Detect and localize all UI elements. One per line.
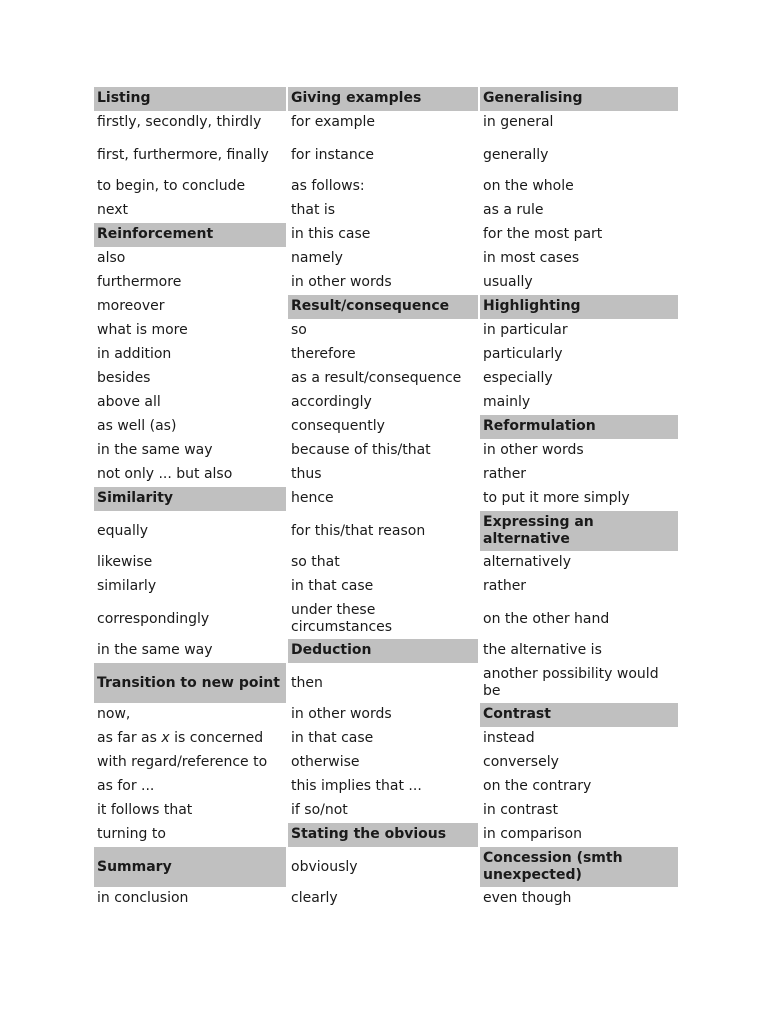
linking-phrase (94, 439, 286, 463)
cell-text: Stating the obvious (291, 826, 447, 842)
table-row (94, 199, 678, 223)
linking-phrase (94, 463, 286, 487)
cell-text: now, (97, 706, 131, 722)
cell-text: first, furthermore, finally (97, 146, 269, 163)
table-row (94, 87, 678, 111)
linking-phrase (480, 343, 678, 367)
linking-phrase (288, 391, 478, 415)
cell-text: in contrast (483, 802, 558, 818)
linking-phrase (480, 319, 678, 343)
cell-text: Listing (97, 90, 151, 106)
cell-text: particularly (483, 346, 563, 362)
cell-text: namely (291, 250, 343, 266)
cell-text-italic: x (161, 730, 170, 746)
cell-text: next (97, 202, 129, 218)
cell-text: in comparison (483, 826, 582, 842)
category-heading (480, 511, 678, 551)
cell-text: Generalising (483, 90, 583, 106)
cell-text: usually (483, 274, 533, 290)
linking-phrase (288, 199, 478, 223)
linking-phrase (94, 799, 286, 823)
cell-text: as far as (97, 730, 157, 746)
linking-phrase (288, 463, 478, 487)
cell-text: on the other hand (483, 610, 610, 627)
linking-phrase (288, 703, 478, 727)
linking-phrase (288, 663, 478, 703)
cell-text: accordingly (291, 394, 372, 410)
linking-phrase (94, 343, 286, 367)
linking-phrase (480, 639, 678, 663)
linking-phrase (288, 223, 478, 247)
linking-phrase (480, 751, 678, 775)
linking-phrase (288, 175, 478, 199)
linking-phrase (480, 823, 678, 847)
linking-phrase (480, 199, 678, 223)
linking-phrase (288, 319, 478, 343)
cell-text: because of this/that (291, 442, 431, 458)
linking-phrase (94, 823, 286, 847)
table-row (94, 391, 678, 415)
linking-phrase (480, 551, 678, 575)
table-row (94, 175, 678, 199)
linking-phrase (94, 575, 286, 599)
table-row (94, 727, 678, 751)
linking-phrase (288, 343, 478, 367)
linking-phrase (480, 271, 678, 295)
category-heading (288, 295, 478, 319)
linking-phrase (480, 391, 678, 415)
linking-phrase (94, 295, 286, 319)
linking-phrase (480, 175, 678, 199)
linking-phrase (480, 111, 678, 135)
cell-text: Giving examples (291, 90, 422, 106)
cell-text-tail: is concerned (169, 730, 264, 746)
cell-text: in this case (291, 226, 371, 242)
cell-text: equally (97, 522, 149, 539)
linking-phrase (94, 551, 286, 575)
table-row (94, 463, 678, 487)
linking-phrase (94, 111, 286, 135)
cell-text: so (291, 322, 307, 338)
cell-text: as well (as) (97, 418, 177, 434)
table-row (94, 703, 678, 727)
category-heading (288, 639, 478, 663)
cell-text: not only ... but also (97, 466, 233, 482)
table-row (94, 887, 678, 911)
cell-text: as for ... (97, 778, 155, 794)
table-row (94, 135, 678, 175)
cell-text: for the most part (483, 226, 603, 242)
cell-text: above all (97, 394, 161, 410)
cell-text: hence (291, 490, 334, 506)
category-heading (94, 87, 286, 111)
cell-text: Reinforcement (97, 226, 214, 242)
linking-phrase (94, 135, 286, 175)
cell-text: correspondingly (97, 610, 210, 627)
cell-text: Transition to new point (97, 674, 280, 691)
cell-text: Expressing an alternative (483, 514, 594, 547)
linking-phrase (288, 247, 478, 271)
linking-phrase (480, 663, 678, 703)
table-row (94, 367, 678, 391)
cell-text: in that case (291, 578, 374, 594)
table-row (94, 511, 678, 551)
linking-phrase (288, 799, 478, 823)
cell-text: under these circumstances (291, 602, 393, 635)
linking-phrase (480, 439, 678, 463)
linking-phrase (288, 775, 478, 799)
cell-text: in other words (291, 274, 392, 290)
linking-phrase (288, 111, 478, 135)
category-heading (480, 703, 678, 727)
linking-phrase (94, 367, 286, 391)
cell-text: in conclusion (97, 890, 189, 906)
linking-phrase (480, 135, 678, 175)
category-heading (480, 847, 678, 887)
table-row (94, 487, 678, 511)
table-row (94, 799, 678, 823)
category-heading (288, 823, 478, 847)
linking-phrase (94, 199, 286, 223)
cell-text: then (291, 674, 323, 691)
category-heading (94, 223, 286, 247)
cell-text: even though (483, 890, 572, 906)
cell-text: the alternative is (483, 642, 602, 658)
linking-phrase (94, 639, 286, 663)
linking-phrase (94, 703, 286, 727)
cell-text: Reformulation (483, 418, 596, 434)
cell-text: thus (291, 466, 322, 482)
linking-phrase (94, 415, 286, 439)
linking-phrase (288, 439, 478, 463)
cell-text: consequently (291, 418, 385, 434)
cell-text: in other words (483, 442, 584, 458)
table-row (94, 319, 678, 343)
cell-text: that is (291, 202, 336, 218)
table-row (94, 343, 678, 367)
cell-text: otherwise (291, 754, 360, 770)
cell-text: rather (483, 578, 527, 594)
linking-phrase (480, 575, 678, 599)
cell-text: Deduction (291, 642, 372, 658)
cell-text: on the whole (483, 178, 574, 194)
category-heading (480, 87, 678, 111)
cell-text: conversely (483, 754, 559, 770)
cell-text: mainly (483, 394, 531, 410)
table-row (94, 575, 678, 599)
cell-text: besides (97, 370, 151, 386)
linking-phrase (94, 175, 286, 199)
table-row (94, 639, 678, 663)
linking-phrase (288, 751, 478, 775)
table-body (94, 87, 678, 911)
category-heading (288, 87, 478, 111)
linking-phrase (288, 575, 478, 599)
cell-text: in most cases (483, 250, 580, 266)
table-row (94, 847, 678, 887)
cell-text: in the same way (97, 442, 213, 458)
cell-text: in that case (291, 730, 374, 746)
category-heading (94, 663, 286, 703)
linking-words-table (92, 87, 680, 911)
linking-phrase (480, 367, 678, 391)
linking-phrase (480, 487, 678, 511)
cell-text: for this/that reason (291, 522, 426, 539)
category-heading (480, 415, 678, 439)
linking-phrase (94, 391, 286, 415)
cell-text: what is more (97, 322, 188, 338)
linking-phrase (288, 367, 478, 391)
cell-text: to put it more simply (483, 490, 630, 506)
cell-text: Concession (smth unexpected) (483, 850, 623, 883)
cell-text: rather (483, 466, 527, 482)
linking-phrase (480, 599, 678, 639)
cell-text: Result/consequence (291, 298, 450, 314)
table-row (94, 775, 678, 799)
linking-phrase (94, 775, 286, 799)
linking-phrase (94, 511, 286, 551)
table-row (94, 247, 678, 271)
linking-phrase (480, 463, 678, 487)
cell-text: in addition (97, 346, 172, 362)
category-heading (480, 295, 678, 319)
table-row (94, 823, 678, 847)
cell-text: Highlighting (483, 298, 581, 314)
table-row (94, 295, 678, 319)
cell-text: instead (483, 730, 535, 746)
linking-phrase (94, 751, 286, 775)
table-row (94, 751, 678, 775)
cell-text: in general (483, 114, 554, 130)
cell-text: in other words (291, 706, 392, 722)
table-row (94, 271, 678, 295)
table-row (94, 111, 678, 135)
cell-text: Similarity (97, 490, 174, 506)
cell-text: on the contrary (483, 778, 592, 794)
table-row (94, 663, 678, 703)
linking-phrase (480, 887, 678, 911)
linking-phrase (480, 799, 678, 823)
linking-phrase (94, 271, 286, 295)
linking-phrase (288, 551, 478, 575)
cell-text: generally (483, 146, 549, 163)
linking-phrase (480, 223, 678, 247)
cell-text: it follows that (97, 802, 193, 818)
cell-text: especially (483, 370, 553, 386)
cell-text: to begin, to conclude (97, 178, 246, 194)
table-row (94, 551, 678, 575)
cell-text: Contrast (483, 706, 551, 722)
linking-phrase (480, 727, 678, 751)
cell-text: Summary (97, 858, 172, 875)
table-row (94, 599, 678, 639)
table-row (94, 439, 678, 463)
cell-text: similarly (97, 578, 157, 594)
linking-phrase (288, 271, 478, 295)
category-heading (94, 847, 286, 887)
cell-text: if so/not (291, 802, 348, 818)
cell-text: therefore (291, 346, 356, 362)
table-row (94, 415, 678, 439)
linking-phrase (94, 887, 286, 911)
category-heading (94, 487, 286, 511)
cell-text: furthermore (97, 274, 182, 290)
linking-phrase (288, 727, 478, 751)
cell-text: this implies that ... (291, 778, 422, 794)
linking-phrase (288, 847, 478, 887)
cell-text: turning to (97, 826, 166, 842)
cell-text: for example (291, 114, 375, 130)
linking-phrase (288, 511, 478, 551)
cell-text: in the same way (97, 642, 213, 658)
linking-phrase (94, 727, 286, 751)
cell-text: also (97, 250, 126, 266)
linking-phrase (94, 247, 286, 271)
cell-text: in particular (483, 322, 568, 338)
cell-text: alternatively (483, 554, 571, 570)
cell-text: as a rule (483, 202, 544, 218)
cell-text: clearly (291, 890, 338, 906)
cell-text: likewise (97, 554, 153, 570)
linking-phrase (480, 247, 678, 271)
cell-text: moreover (97, 298, 165, 314)
linking-phrase (288, 599, 478, 639)
linking-phrase (480, 775, 678, 799)
cell-text: firstly, secondly, thirdly (97, 114, 262, 130)
linking-phrase (94, 599, 286, 639)
cell-text: another possibility would be (483, 666, 659, 699)
cell-text: obviously (291, 858, 358, 875)
linking-phrase (288, 887, 478, 911)
cell-text: as follows: (291, 178, 365, 194)
cell-text: for instance (291, 146, 375, 163)
linking-phrase (288, 415, 478, 439)
linking-phrase (288, 487, 478, 511)
cell-text: with regard/reference to (97, 754, 268, 770)
cell-text: as a result/consequence (291, 370, 462, 386)
table-row (94, 223, 678, 247)
linking-phrase (94, 319, 286, 343)
linking-phrase (288, 135, 478, 175)
cell-text: so that (291, 554, 340, 570)
